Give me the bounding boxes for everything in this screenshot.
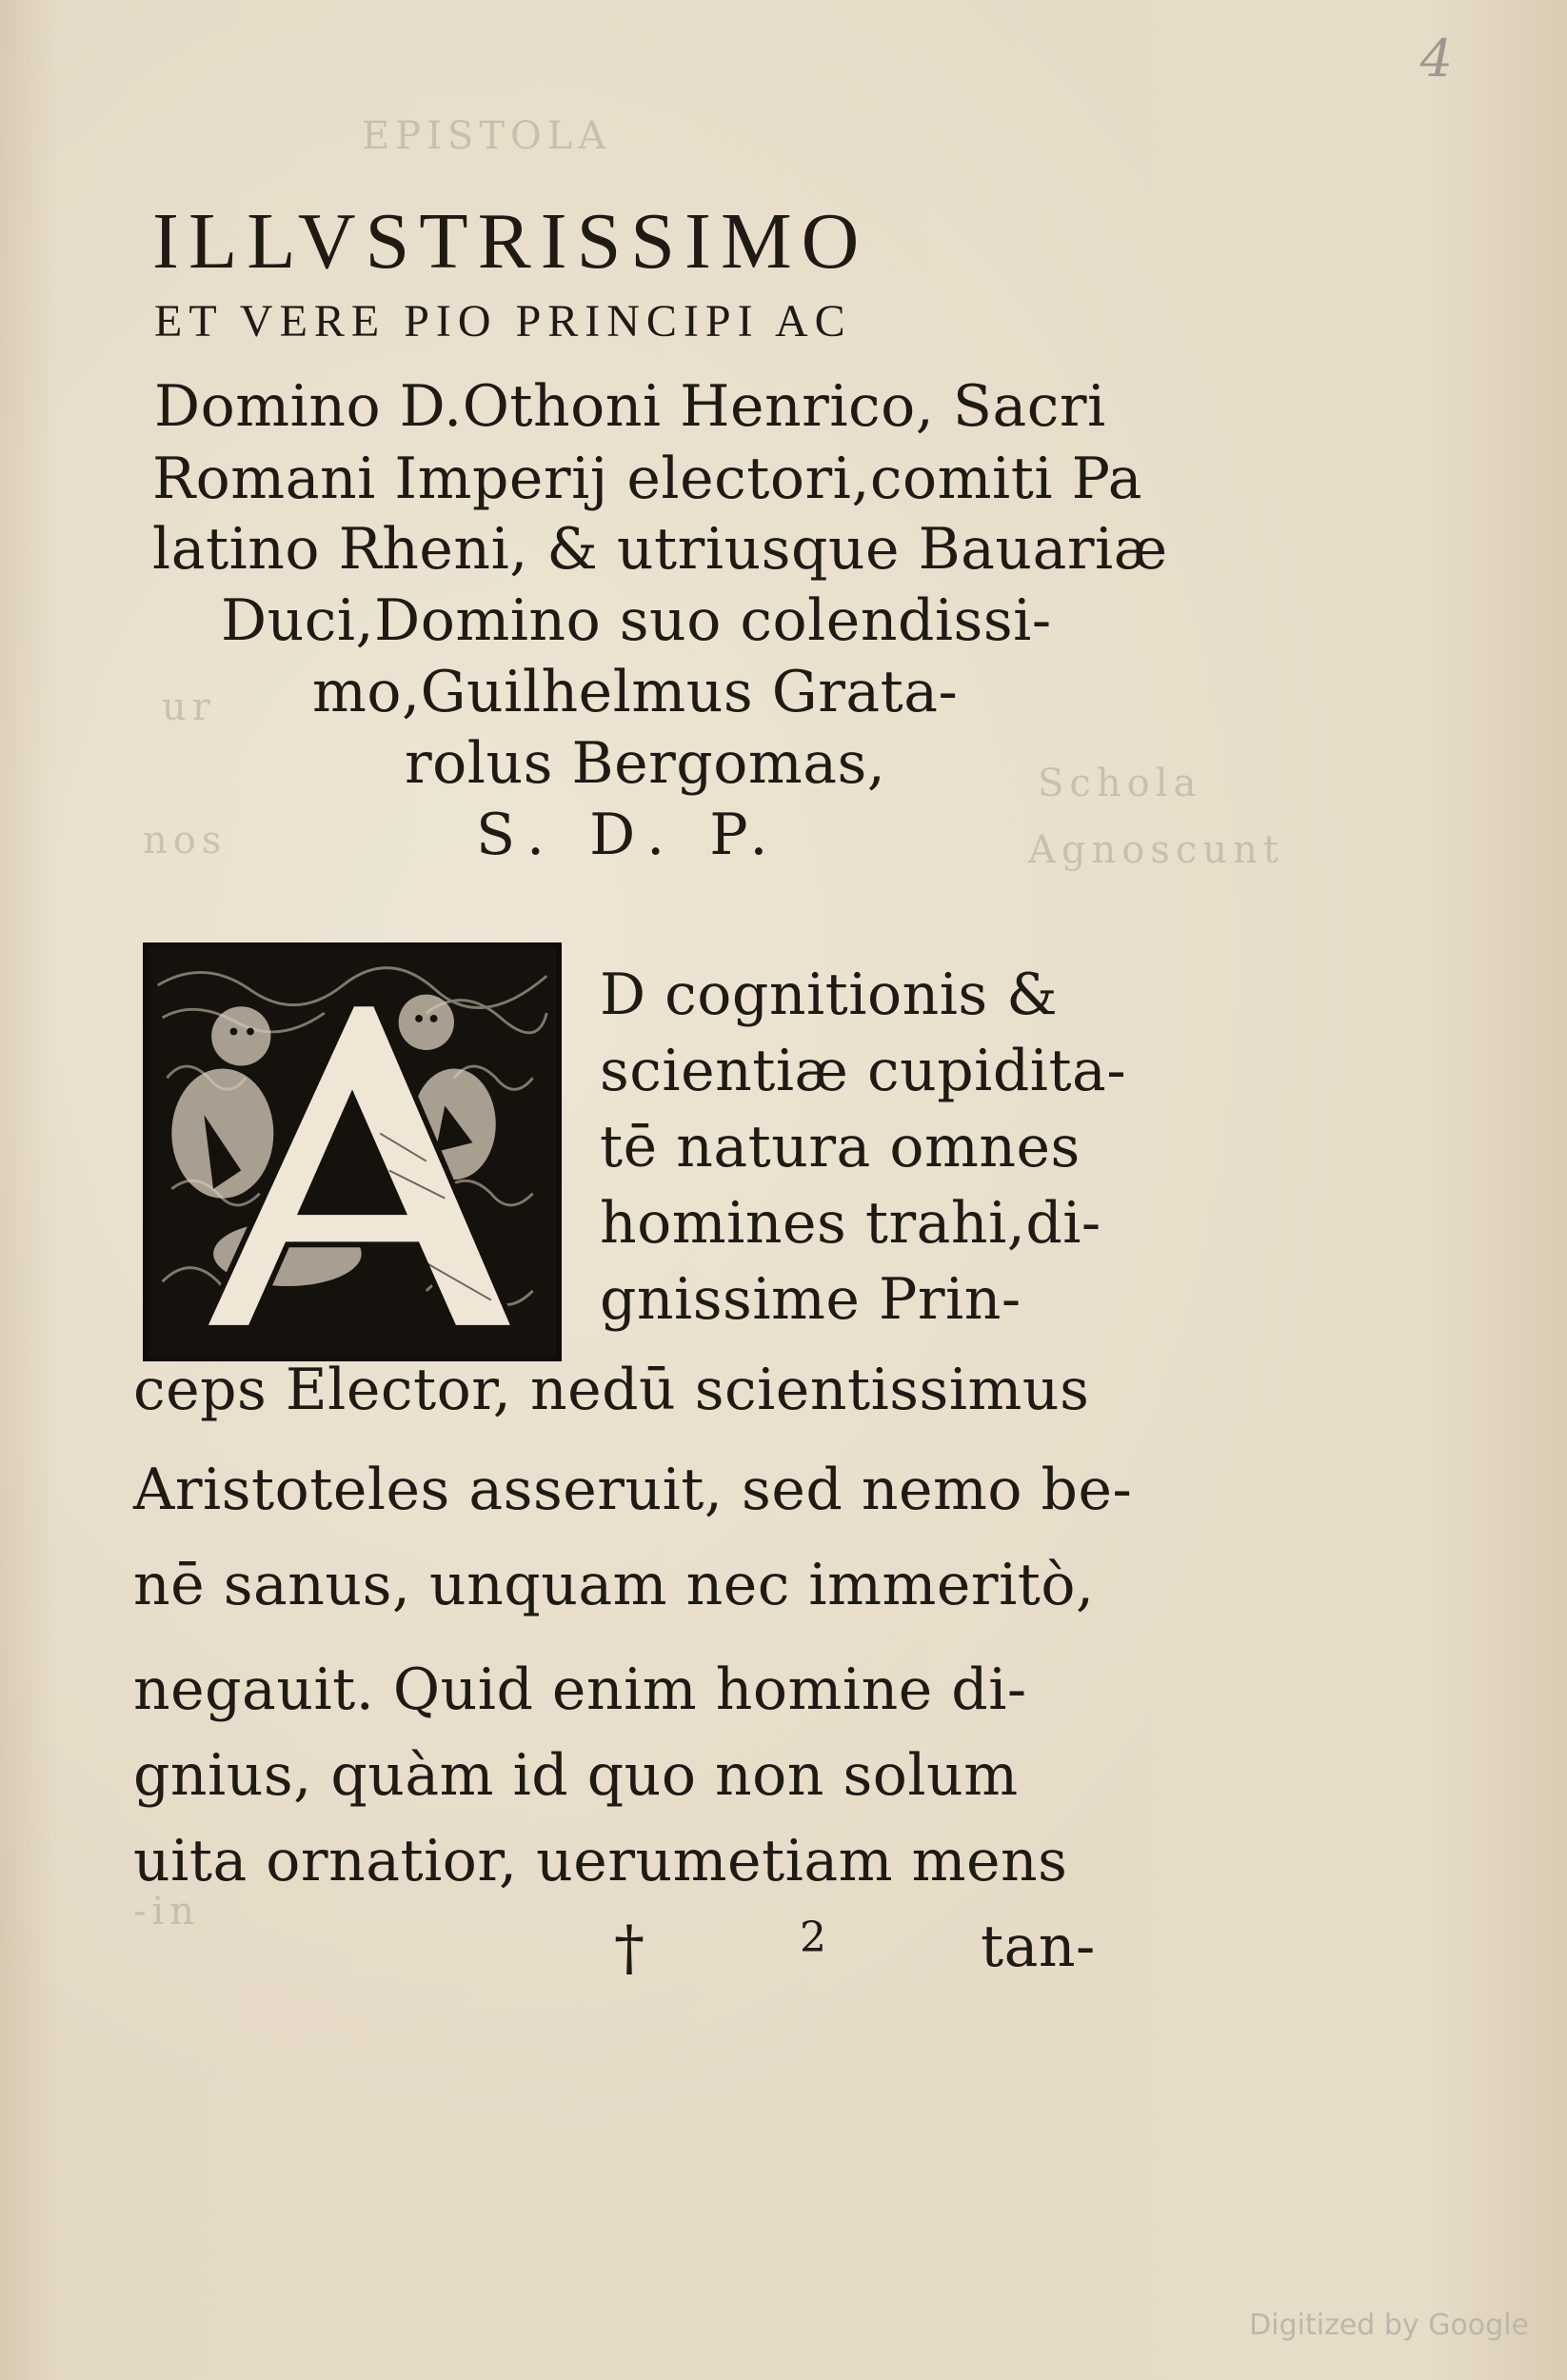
address-line: Duci,Domino suo colendissi- (221, 587, 1052, 654)
address-line: Domino D.Othoni Henrico, Sacri (154, 373, 1106, 440)
body-line: tē natura omnes (600, 1114, 1081, 1180)
bleed-through-text: Schola (1038, 762, 1202, 805)
address-line: Romani Imperij electori,comiti Pa (152, 446, 1143, 512)
body-line: scientiæ cupidita- (600, 1038, 1127, 1104)
address-line: mo,Guilhelmus Grata- (312, 659, 959, 725)
body-line: gnius, quàm id quo non solum (133, 1742, 1019, 1809)
bleed-through-text: ur (162, 685, 216, 729)
body-line: D cognitionis & (600, 962, 1059, 1028)
address-line: S. D. P. (476, 802, 782, 868)
catchword: tan- (981, 1914, 1096, 1980)
heading-line-1: ILLVSTRISSIMO (152, 197, 869, 286)
body-line: negauit. Quid enim homine di- (133, 1656, 1027, 1723)
heading-line-2: ET VERE PIO PRINCIPI AC (154, 296, 852, 347)
body-line: ceps Elector, nedū scientissimus (133, 1357, 1090, 1423)
body-line: nē sanus, unquam nec immeritò, (133, 1552, 1095, 1618)
body-line: Aristoteles asseruit, sed nemo be- (133, 1457, 1133, 1523)
bleed-through-text: nos (143, 819, 228, 863)
body-line: gnissime Prin- (600, 1266, 1022, 1333)
address-line: rolus Bergomas, (405, 730, 886, 797)
signature-mark: † (614, 1914, 645, 1984)
signature-number: 2 (800, 1914, 827, 1962)
folio-number: 4 (1419, 29, 1453, 89)
bleed-through-text: Agnoscunt (1028, 828, 1284, 872)
body-line: uita ornatior, uerumetiam mens (133, 1828, 1068, 1894)
body-line: homines trahi,di- (600, 1190, 1101, 1257)
woodcut-image (149, 948, 556, 1356)
bleed-through-text: -in (133, 1890, 201, 1934)
woodcut-initial-a-icon (143, 942, 562, 1361)
address-line: latino Rheni, & utriusque Bauariæ (152, 516, 1168, 583)
bleed-through-text: EPISTOLA (362, 114, 612, 158)
digitized-watermark: Digitized by Google (1249, 2309, 1529, 2342)
